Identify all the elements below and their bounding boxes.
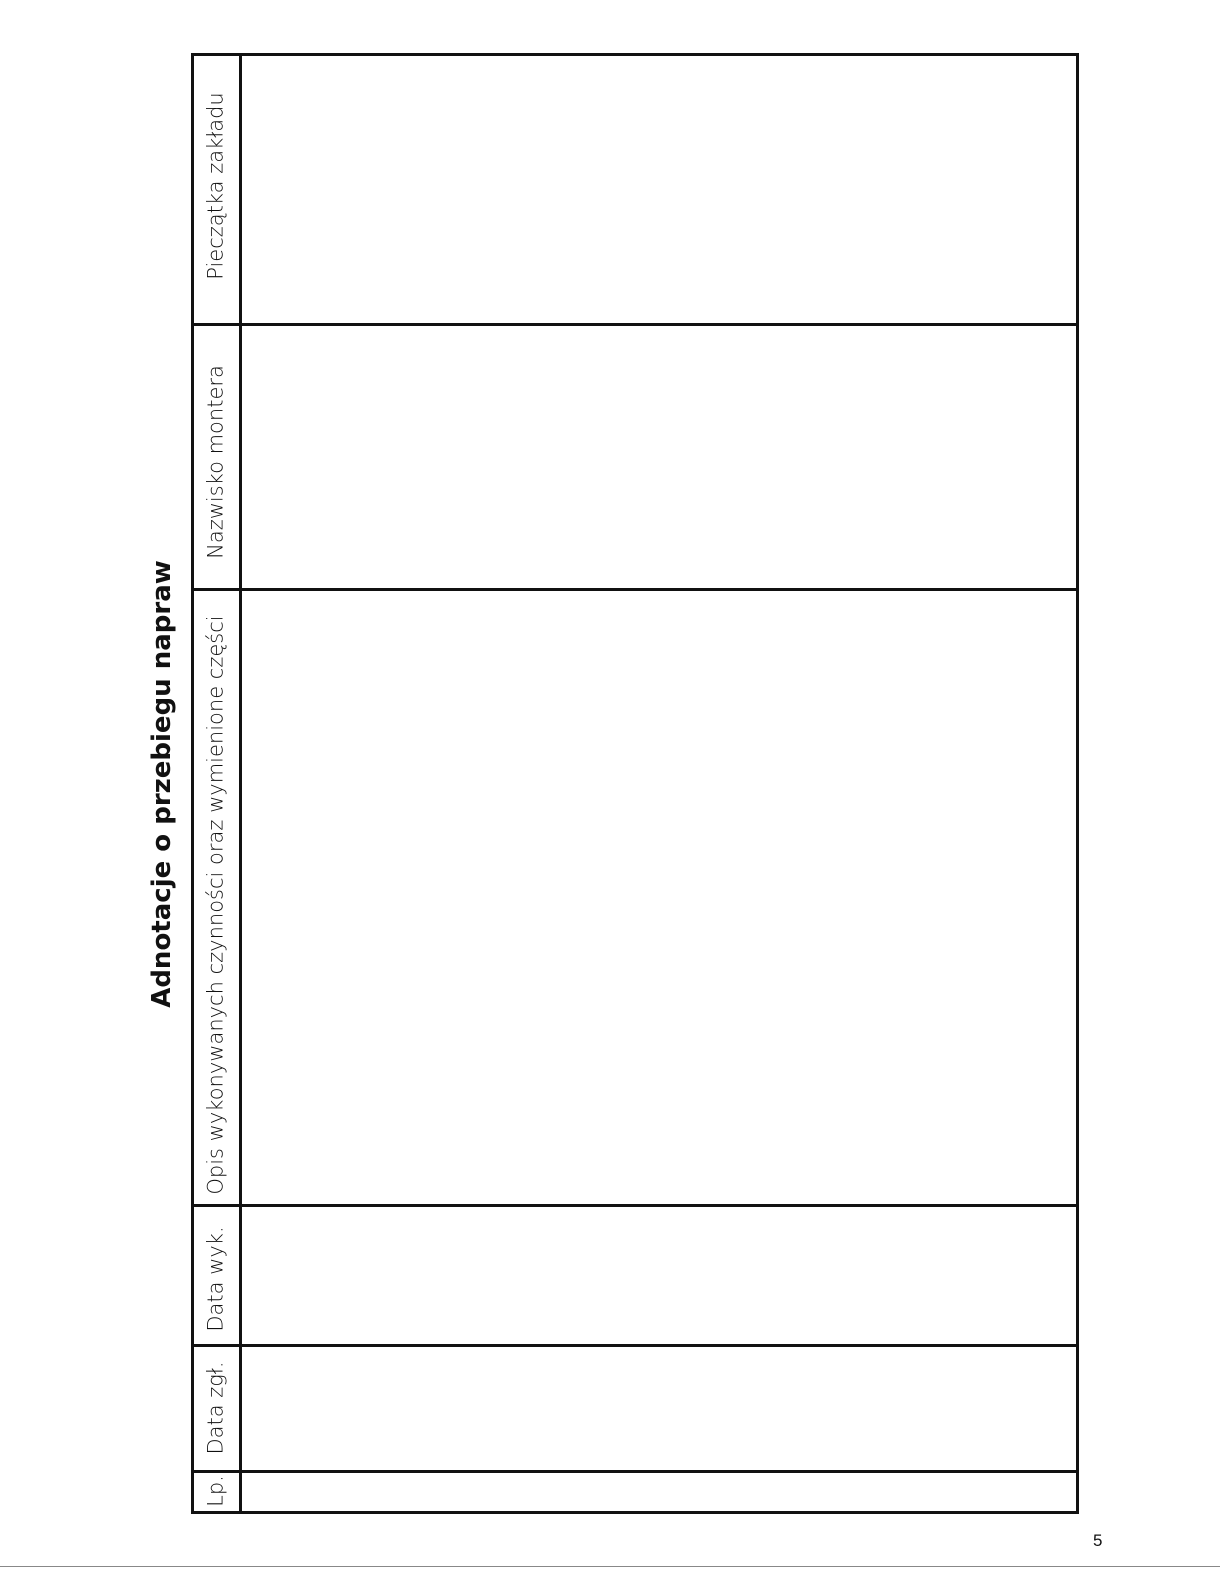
table-frame — [191, 53, 1079, 1514]
page-title: Adnotacje o przebiegu napraw — [147, 560, 177, 1008]
header-stamp: Pieczątka zakładu — [203, 92, 228, 280]
row-divider-2 — [191, 588, 1079, 591]
header-description: Opis wykonywanych czynności oraz wymienione części — [203, 615, 228, 1195]
header-row-number: Lp. — [203, 1475, 228, 1507]
header-completion-date: Data wyk. — [203, 1226, 228, 1332]
row-divider-5 — [191, 1470, 1079, 1473]
header-technician-name: Nazwisko montera — [203, 365, 228, 559]
row-divider-1 — [191, 323, 1079, 326]
page-bottom-rule — [0, 1566, 1220, 1567]
row-divider-4 — [191, 1344, 1079, 1347]
header-column-divider — [239, 53, 242, 1514]
page-number: 5 — [1093, 1531, 1103, 1550]
row-divider-3 — [191, 1204, 1079, 1207]
header-report-date: Data zgł. — [203, 1361, 228, 1455]
